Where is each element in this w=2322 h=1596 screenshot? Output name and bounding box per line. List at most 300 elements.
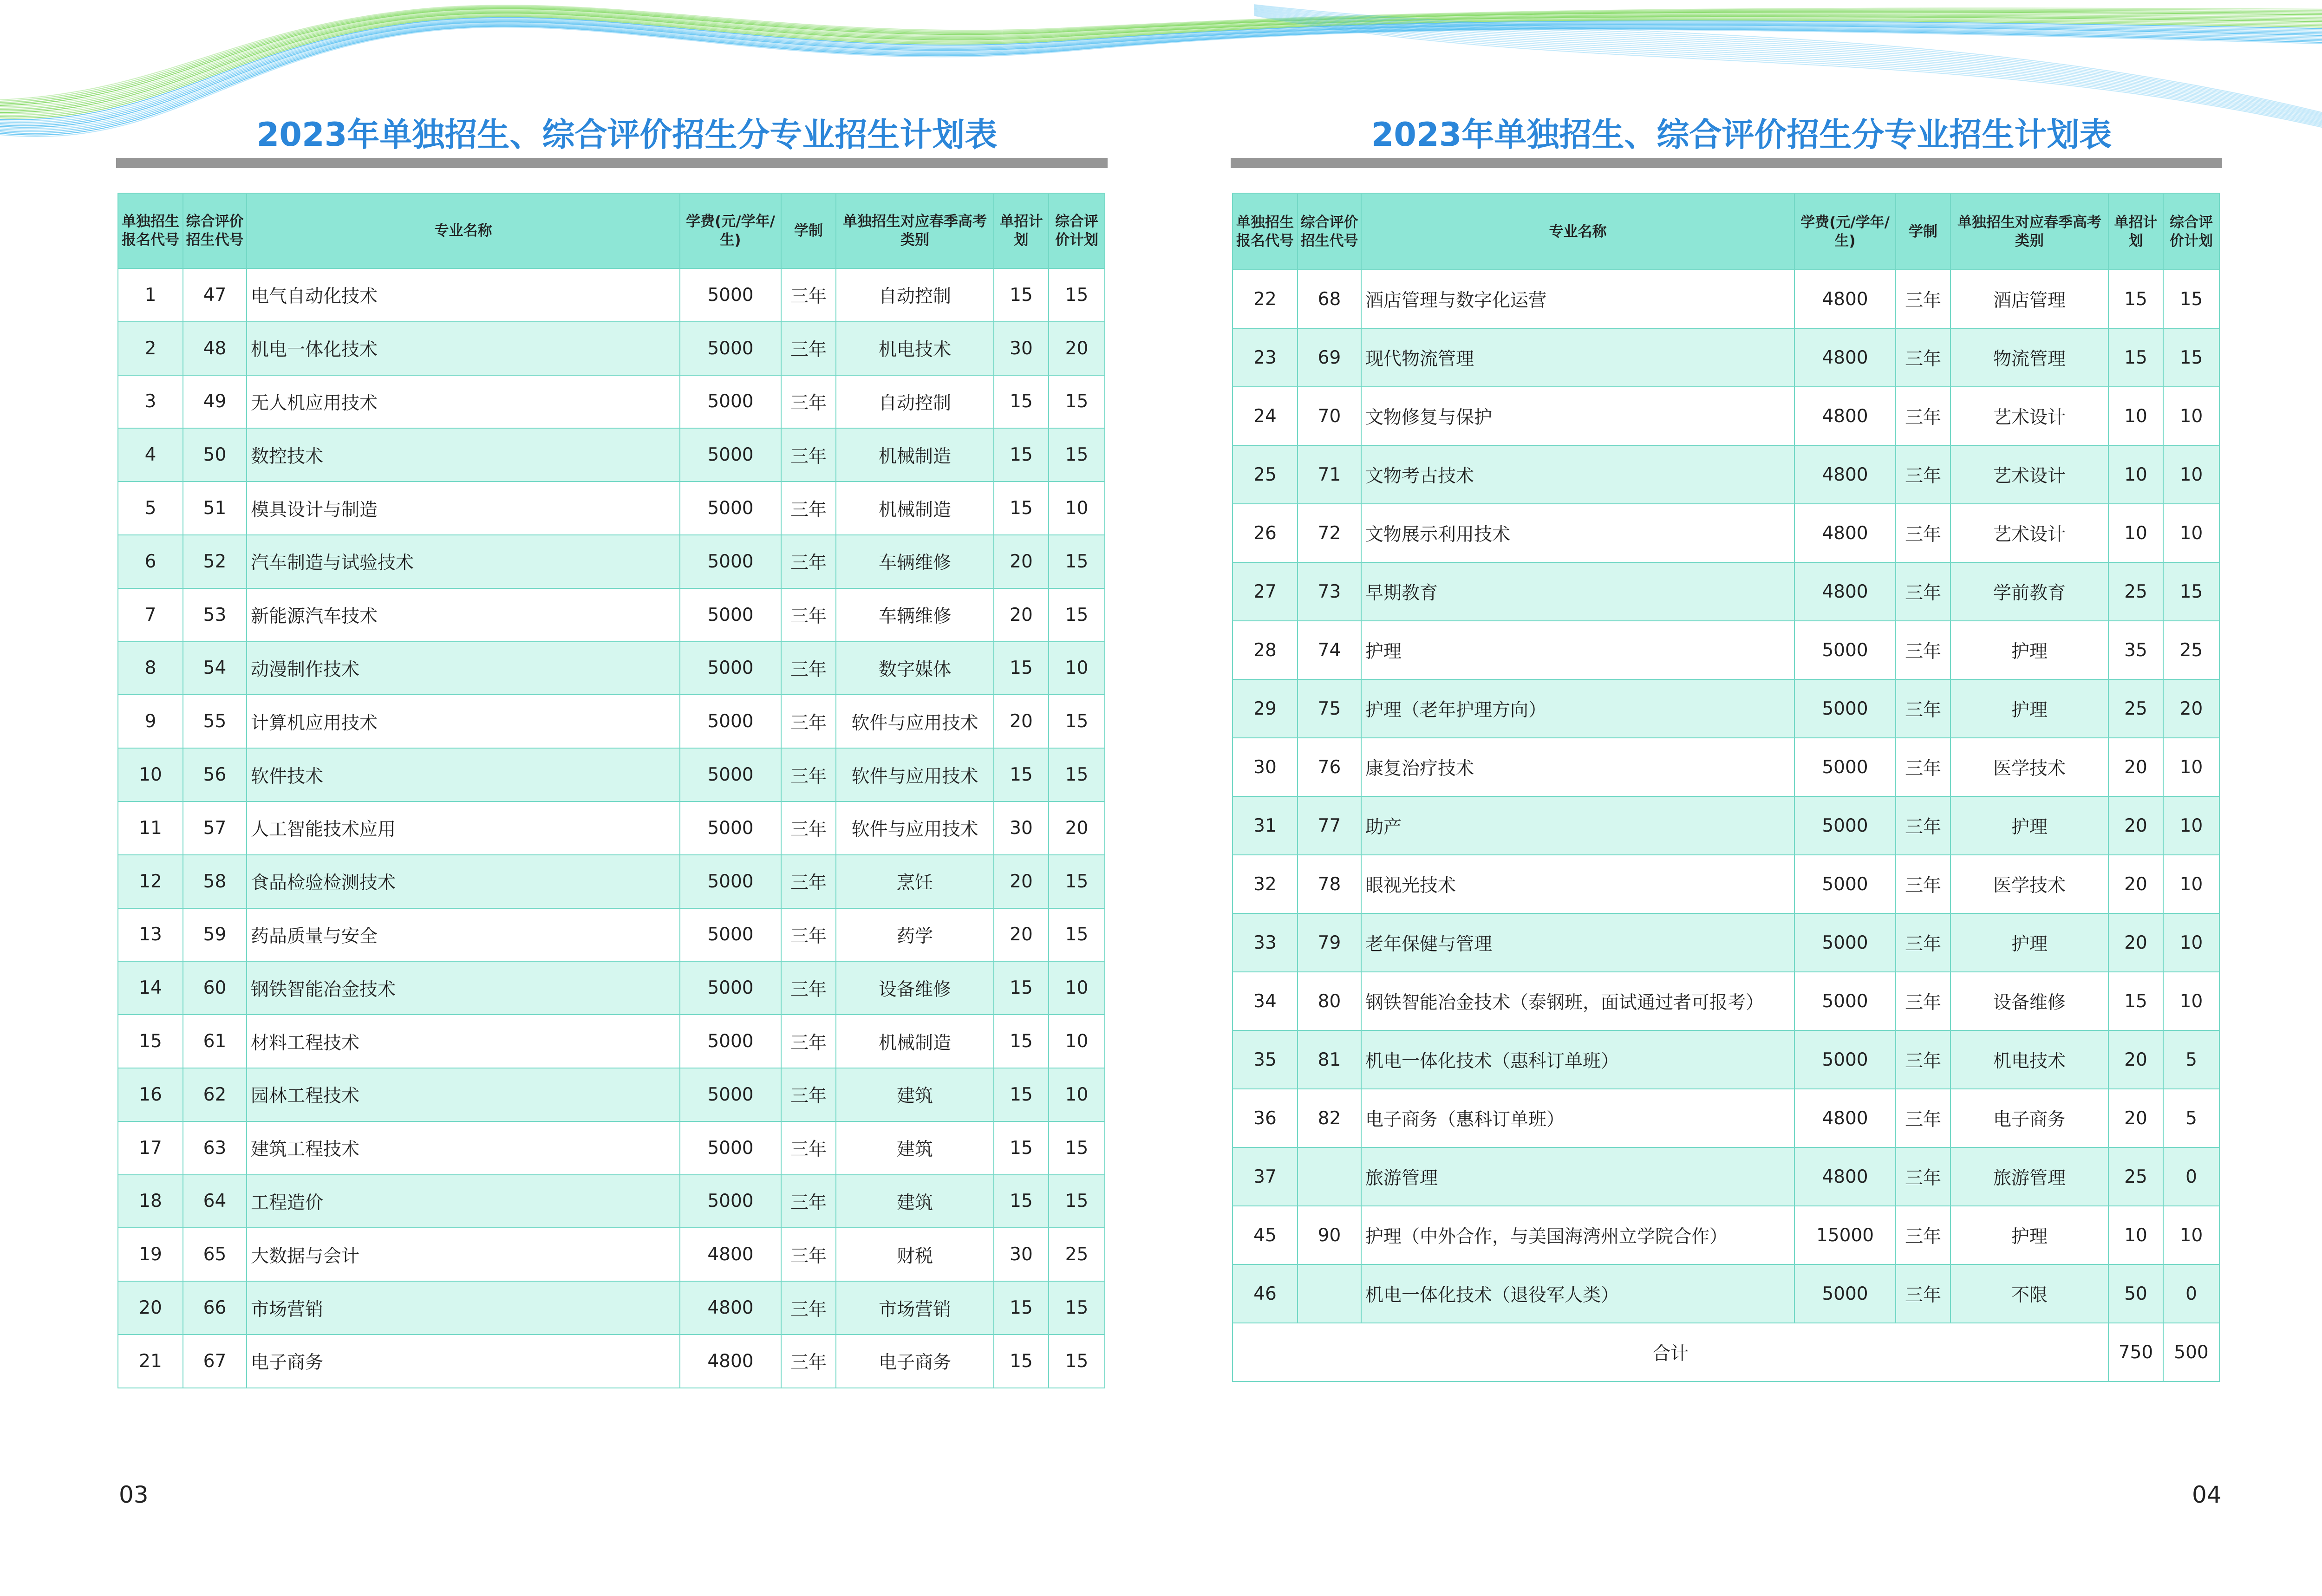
table-row — [118, 1015, 1105, 1068]
exam-category-cell: 机械制造 — [836, 482, 994, 535]
header-single-code: 单独招生报名代号 — [1233, 193, 1298, 270]
duration-cell: 三年 — [1896, 1030, 1950, 1089]
comprehensive-plan-cell: 15 — [2163, 328, 2219, 387]
single-plan-cell: 15 — [994, 482, 1049, 535]
major-name-cell: 机电一体化技术 — [247, 322, 680, 375]
comprehensive-plan-cell: 5 — [2163, 1089, 2219, 1147]
comprehensive-code-cell — [1298, 1147, 1361, 1206]
comprehensive-code-cell: 65 — [183, 1228, 247, 1281]
header-single-plan: 单招计划 — [2108, 193, 2163, 270]
table-row — [1233, 445, 2219, 504]
page-title: 2023年单独招生、综合评价招生分专业招生计划表 — [1371, 116, 2112, 154]
comprehensive-plan-cell: 15 — [1049, 1175, 1105, 1228]
single-plan-cell: 20 — [994, 908, 1049, 962]
comprehensive-plan-cell: 15 — [2163, 562, 2219, 621]
table-row — [118, 482, 1105, 535]
comprehensive-plan-cell: 0 — [2163, 1264, 2219, 1323]
duration-cell: 三年 — [781, 322, 836, 375]
comprehensive-plan-cell: 10 — [2163, 387, 2219, 445]
comprehensive-code-cell: 70 — [1298, 387, 1361, 445]
single-code-cell: 24 — [1233, 387, 1298, 445]
single-plan-cell: 20 — [2108, 1030, 2163, 1089]
header-comprehensive-plan: 综合评价计划 — [2163, 193, 2219, 270]
comprehensive-plan-cell: 15 — [1049, 268, 1105, 322]
table-row — [1233, 1147, 2219, 1206]
major-name-cell: 早期教育 — [1361, 562, 1794, 621]
comprehensive-code-cell: 58 — [183, 855, 247, 908]
single-code-cell: 26 — [1233, 504, 1298, 562]
major-name-cell: 钢铁智能冶金技术 — [247, 961, 680, 1015]
tuition-cell: 5000 — [680, 535, 781, 588]
tuition-cell: 5000 — [680, 268, 781, 322]
comprehensive-code-cell: 49 — [183, 375, 247, 429]
single-plan-cell: 10 — [2108, 1206, 2163, 1264]
comprehensive-code-cell: 50 — [183, 428, 247, 482]
comprehensive-plan-cell: 5 — [2163, 1030, 2219, 1089]
major-name-cell: 文物展示利用技术 — [1361, 504, 1794, 562]
duration-cell: 三年 — [781, 1335, 836, 1388]
major-name-cell: 电气自动化技术 — [247, 268, 680, 322]
duration-cell: 三年 — [1896, 679, 1950, 738]
exam-category-cell: 软件与应用技术 — [836, 695, 994, 748]
table-row — [118, 375, 1105, 429]
table-row — [118, 748, 1105, 801]
comprehensive-code-cell: 66 — [183, 1281, 247, 1335]
tuition-cell: 4800 — [680, 1335, 781, 1388]
comprehensive-plan-cell: 15 — [1049, 855, 1105, 908]
single-plan-cell: 20 — [2108, 913, 2163, 972]
table-row — [118, 1281, 1105, 1335]
table-row — [118, 428, 1105, 482]
major-name-cell: 护理 — [1361, 621, 1794, 679]
comprehensive-plan-cell: 10 — [2163, 855, 2219, 913]
single-code-cell: 6 — [118, 535, 183, 588]
single-code-cell: 33 — [1233, 913, 1298, 972]
single-plan-cell: 15 — [994, 1121, 1049, 1175]
header-tuition: 学费(元/学年/生) — [1794, 193, 1896, 270]
comprehensive-plan-cell: 10 — [2163, 445, 2219, 504]
single-code-cell: 36 — [1233, 1089, 1298, 1147]
exam-category-cell: 自动控制 — [836, 375, 994, 429]
tuition-cell: 5000 — [1794, 1264, 1896, 1323]
comprehensive-code-cell: 74 — [1298, 621, 1361, 679]
header-major-name: 专业名称 — [247, 193, 680, 268]
single-code-cell: 18 — [118, 1175, 183, 1228]
single-code-cell: 17 — [118, 1121, 183, 1175]
header-duration: 学制 — [1896, 193, 1950, 270]
comprehensive-code-cell: 82 — [1298, 1089, 1361, 1147]
major-name-cell: 电子商务（惠科订单班） — [1361, 1089, 1794, 1147]
major-name-cell: 市场营销 — [247, 1281, 680, 1335]
comprehensive-code-cell: 77 — [1298, 796, 1361, 855]
duration-cell: 三年 — [781, 375, 836, 429]
comprehensive-code-cell: 67 — [183, 1335, 247, 1388]
page-number: 04 — [2192, 1481, 2222, 1508]
tuition-cell: 5000 — [680, 1015, 781, 1068]
duration-cell: 三年 — [1896, 328, 1950, 387]
single-code-cell: 5 — [118, 482, 183, 535]
major-name-cell: 食品检验检测技术 — [247, 855, 680, 908]
duration-cell: 三年 — [781, 801, 836, 855]
duration-cell: 三年 — [781, 961, 836, 1015]
page-number: 03 — [119, 1481, 149, 1508]
comprehensive-code-cell: 72 — [1298, 504, 1361, 562]
table-row — [1233, 913, 2219, 972]
exam-category-cell: 市场营销 — [836, 1281, 994, 1335]
single-plan-cell: 15 — [994, 642, 1049, 695]
duration-cell: 三年 — [1896, 913, 1950, 972]
major-name-cell: 助产 — [1361, 796, 1794, 855]
comprehensive-code-cell: 73 — [1298, 562, 1361, 621]
comprehensive-code-cell: 61 — [183, 1015, 247, 1068]
tuition-cell: 5000 — [680, 855, 781, 908]
comprehensive-code-cell: 53 — [183, 588, 247, 642]
single-plan-cell: 15 — [994, 748, 1049, 801]
major-name-cell: 软件技术 — [247, 748, 680, 801]
table-header-row — [118, 193, 1105, 268]
exam-category-cell: 软件与应用技术 — [836, 801, 994, 855]
table-row — [118, 855, 1105, 908]
comprehensive-plan-cell: 10 — [2163, 796, 2219, 855]
single-code-cell: 19 — [118, 1228, 183, 1281]
tuition-cell: 4800 — [1794, 562, 1896, 621]
comprehensive-plan-cell: 25 — [2163, 621, 2219, 679]
duration-cell: 三年 — [781, 482, 836, 535]
enrollment-plan-table — [117, 193, 1105, 1388]
enrollment-plan-table — [1232, 193, 2220, 1382]
exam-category-cell: 建筑 — [836, 1175, 994, 1228]
header-comprehensive-code: 综合评价招生代号 — [1298, 193, 1361, 270]
table-row — [118, 535, 1105, 588]
comprehensive-plan-cell: 15 — [1049, 695, 1105, 748]
tuition-cell: 5000 — [1794, 1030, 1896, 1089]
comprehensive-code-cell: 78 — [1298, 855, 1361, 913]
table-row — [118, 642, 1105, 695]
single-code-cell: 22 — [1233, 270, 1298, 328]
comprehensive-code-cell: 69 — [1298, 328, 1361, 387]
title-underline — [116, 158, 1108, 168]
header-comprehensive-plan: 综合评价计划 — [1049, 193, 1105, 268]
single-plan-cell: 20 — [994, 588, 1049, 642]
table-row — [118, 961, 1105, 1015]
table-row — [1233, 1089, 2219, 1147]
comprehensive-plan-cell: 10 — [2163, 913, 2219, 972]
comprehensive-plan-cell: 10 — [1049, 1068, 1105, 1121]
major-name-cell: 材料工程技术 — [247, 1015, 680, 1068]
tuition-cell: 5000 — [680, 588, 781, 642]
exam-category-cell: 机械制造 — [836, 428, 994, 482]
single-plan-cell: 15 — [994, 1175, 1049, 1228]
single-code-cell: 11 — [118, 801, 183, 855]
single-plan-cell: 15 — [994, 1068, 1049, 1121]
table-row — [1233, 796, 2219, 855]
single-code-cell: 23 — [1233, 328, 1298, 387]
single-code-cell: 45 — [1233, 1206, 1298, 1264]
single-plan-cell: 15 — [994, 1015, 1049, 1068]
major-name-cell: 人工智能技术应用 — [247, 801, 680, 855]
total-comprehensive-plan: 500 — [2163, 1323, 2219, 1381]
tuition-cell: 4800 — [680, 1228, 781, 1281]
table-row — [1233, 328, 2219, 387]
major-name-cell: 老年保健与管理 — [1361, 913, 1794, 972]
tuition-cell: 5000 — [680, 1175, 781, 1228]
comprehensive-plan-cell: 15 — [1049, 588, 1105, 642]
exam-category-cell: 物流管理 — [1950, 328, 2108, 387]
single-code-cell: 29 — [1233, 679, 1298, 738]
table-row — [118, 1121, 1105, 1175]
duration-cell: 三年 — [781, 428, 836, 482]
duration-cell: 三年 — [781, 1068, 836, 1121]
exam-category-cell: 烹饪 — [836, 855, 994, 908]
tuition-cell: 5000 — [1794, 855, 1896, 913]
major-name-cell: 现代物流管理 — [1361, 328, 1794, 387]
major-name-cell: 园林工程技术 — [247, 1068, 680, 1121]
duration-cell: 三年 — [1896, 621, 1950, 679]
major-name-cell: 新能源汽车技术 — [247, 588, 680, 642]
duration-cell: 三年 — [1896, 387, 1950, 445]
single-code-cell: 9 — [118, 695, 183, 748]
exam-category-cell: 财税 — [836, 1228, 994, 1281]
major-name-cell: 机电一体化技术（惠科订单班） — [1361, 1030, 1794, 1089]
exam-category-cell: 艺术设计 — [1950, 445, 2108, 504]
table-row — [118, 1228, 1105, 1281]
comprehensive-plan-cell: 10 — [1049, 1015, 1105, 1068]
comprehensive-plan-cell: 0 — [2163, 1147, 2219, 1206]
single-plan-cell: 15 — [994, 961, 1049, 1015]
exam-category-cell: 机械制造 — [836, 1015, 994, 1068]
comprehensive-code-cell: 80 — [1298, 972, 1361, 1030]
tuition-cell: 15000 — [1794, 1206, 1896, 1264]
comprehensive-plan-cell: 10 — [1049, 482, 1105, 535]
exam-category-cell: 护理 — [1950, 1206, 2108, 1264]
single-plan-cell: 30 — [994, 1228, 1049, 1281]
single-plan-cell: 15 — [2108, 328, 2163, 387]
table-row — [1233, 387, 2219, 445]
tuition-cell: 4800 — [1794, 445, 1896, 504]
major-name-cell: 机电一体化技术（退役军人类） — [1361, 1264, 1794, 1323]
exam-category-cell: 艺术设计 — [1950, 387, 2108, 445]
comprehensive-plan-cell: 20 — [2163, 679, 2219, 738]
duration-cell: 三年 — [781, 535, 836, 588]
single-code-cell: 14 — [118, 961, 183, 1015]
single-plan-cell: 15 — [994, 375, 1049, 429]
comprehensive-code-cell — [1298, 1264, 1361, 1323]
single-code-cell: 13 — [118, 908, 183, 962]
table-row — [1233, 738, 2219, 796]
tuition-cell: 5000 — [680, 322, 781, 375]
table-header-row — [1233, 193, 2219, 270]
single-code-cell: 34 — [1233, 972, 1298, 1030]
duration-cell: 三年 — [781, 1175, 836, 1228]
tuition-cell: 5000 — [1794, 738, 1896, 796]
comprehensive-code-cell: 64 — [183, 1175, 247, 1228]
single-code-cell: 7 — [118, 588, 183, 642]
single-plan-cell: 10 — [2108, 445, 2163, 504]
header-single-code: 单独招生报名代号 — [118, 193, 183, 268]
tuition-cell: 4800 — [1794, 504, 1896, 562]
comprehensive-code-cell: 54 — [183, 642, 247, 695]
duration-cell: 三年 — [781, 855, 836, 908]
exam-category-cell: 护理 — [1950, 913, 2108, 972]
duration-cell: 三年 — [781, 1015, 836, 1068]
single-plan-cell: 50 — [2108, 1264, 2163, 1323]
single-plan-cell: 15 — [2108, 972, 2163, 1030]
comprehensive-code-cell: 75 — [1298, 679, 1361, 738]
single-plan-cell: 20 — [994, 695, 1049, 748]
exam-category-cell: 电子商务 — [836, 1335, 994, 1388]
duration-cell: 三年 — [781, 1228, 836, 1281]
tuition-cell: 5000 — [1794, 796, 1896, 855]
comprehensive-plan-cell: 15 — [2163, 270, 2219, 328]
exam-category-cell: 旅游管理 — [1950, 1147, 2108, 1206]
major-name-cell: 护理（老年护理方向） — [1361, 679, 1794, 738]
table-row — [1233, 621, 2219, 679]
exam-category-cell: 不限 — [1950, 1264, 2108, 1323]
single-plan-cell: 15 — [994, 1335, 1049, 1388]
major-name-cell: 酒店管理与数字化运营 — [1361, 270, 1794, 328]
duration-cell: 三年 — [781, 642, 836, 695]
exam-category-cell: 建筑 — [836, 1121, 994, 1175]
comprehensive-code-cell: 79 — [1298, 913, 1361, 972]
major-name-cell: 模具设计与制造 — [247, 482, 680, 535]
tuition-cell: 5000 — [680, 482, 781, 535]
comprehensive-plan-cell: 10 — [1049, 961, 1105, 1015]
tuition-cell: 4800 — [1794, 387, 1896, 445]
exam-category-cell: 车辆维修 — [836, 535, 994, 588]
header-exam-category: 单独招生对应春季高考类别 — [836, 193, 994, 268]
table-row — [1233, 1264, 2219, 1323]
table-row — [1233, 1206, 2219, 1264]
table-row — [118, 908, 1105, 962]
single-plan-cell: 15 — [994, 1281, 1049, 1335]
comprehensive-code-cell: 59 — [183, 908, 247, 962]
tuition-cell: 5000 — [680, 801, 781, 855]
single-code-cell: 32 — [1233, 855, 1298, 913]
table-row — [118, 268, 1105, 322]
exam-category-cell: 药学 — [836, 908, 994, 962]
single-plan-cell: 20 — [2108, 738, 2163, 796]
single-plan-cell: 15 — [994, 428, 1049, 482]
single-code-cell: 35 — [1233, 1030, 1298, 1089]
comprehensive-plan-cell: 10 — [2163, 972, 2219, 1030]
comprehensive-code-cell: 47 — [183, 268, 247, 322]
single-plan-cell: 20 — [994, 855, 1049, 908]
single-plan-cell: 20 — [2108, 855, 2163, 913]
total-row — [1233, 1323, 2219, 1381]
major-name-cell: 工程造价 — [247, 1175, 680, 1228]
comprehensive-plan-cell: 15 — [1049, 908, 1105, 962]
header-tuition: 学费(元/学年/生) — [680, 193, 781, 268]
tuition-cell: 4800 — [1794, 328, 1896, 387]
comprehensive-plan-cell: 10 — [1049, 642, 1105, 695]
page-title: 2023年单独招生、综合评价招生分专业招生计划表 — [256, 116, 998, 154]
exam-category-cell: 电子商务 — [1950, 1089, 2108, 1147]
duration-cell: 三年 — [1896, 1089, 1950, 1147]
single-plan-cell: 20 — [2108, 1089, 2163, 1147]
total-single-plan: 750 — [2108, 1323, 2163, 1381]
single-plan-cell: 30 — [994, 322, 1049, 375]
tuition-cell: 5000 — [680, 908, 781, 962]
comprehensive-plan-cell: 15 — [1049, 428, 1105, 482]
comprehensive-plan-cell: 15 — [1049, 1281, 1105, 1335]
comprehensive-code-cell: 71 — [1298, 445, 1361, 504]
duration-cell: 三年 — [1896, 738, 1950, 796]
single-code-cell: 31 — [1233, 796, 1298, 855]
comprehensive-code-cell: 76 — [1298, 738, 1361, 796]
single-code-cell: 1 — [118, 268, 183, 322]
duration-cell: 三年 — [1896, 270, 1950, 328]
duration-cell: 三年 — [781, 588, 836, 642]
comprehensive-code-cell: 48 — [183, 322, 247, 375]
single-code-cell: 2 — [118, 322, 183, 375]
table-row — [118, 695, 1105, 748]
single-code-cell: 16 — [118, 1068, 183, 1121]
tuition-cell: 5000 — [680, 748, 781, 801]
tuition-cell: 5000 — [680, 961, 781, 1015]
major-name-cell: 动漫制作技术 — [247, 642, 680, 695]
table-row — [118, 588, 1105, 642]
comprehensive-code-cell: 52 — [183, 535, 247, 588]
header-single-plan: 单招计划 — [994, 193, 1049, 268]
exam-category-cell: 学前教育 — [1950, 562, 2108, 621]
header-major-name: 专业名称 — [1361, 193, 1794, 270]
single-code-cell: 3 — [118, 375, 183, 429]
duration-cell: 三年 — [1896, 445, 1950, 504]
major-name-cell: 建筑工程技术 — [247, 1121, 680, 1175]
exam-category-cell: 设备维修 — [1950, 972, 2108, 1030]
single-code-cell: 25 — [1233, 445, 1298, 504]
single-plan-cell: 10 — [2108, 504, 2163, 562]
duration-cell: 三年 — [1896, 1206, 1950, 1264]
duration-cell: 三年 — [1896, 796, 1950, 855]
total-label: 合计 — [1233, 1323, 2108, 1381]
exam-category-cell: 建筑 — [836, 1068, 994, 1121]
comprehensive-plan-cell: 10 — [2163, 1206, 2219, 1264]
comprehensive-plan-cell: 15 — [1049, 1121, 1105, 1175]
single-code-cell: 4 — [118, 428, 183, 482]
comprehensive-plan-cell: 15 — [1049, 748, 1105, 801]
exam-category-cell: 医学技术 — [1950, 855, 2108, 913]
duration-cell: 三年 — [1896, 972, 1950, 1030]
comprehensive-code-cell: 56 — [183, 748, 247, 801]
single-plan-cell: 35 — [2108, 621, 2163, 679]
single-plan-cell: 25 — [2108, 679, 2163, 738]
table-row — [1233, 270, 2219, 328]
major-name-cell: 无人机应用技术 — [247, 375, 680, 429]
single-plan-cell: 10 — [2108, 387, 2163, 445]
comprehensive-code-cell: 90 — [1298, 1206, 1361, 1264]
table-row — [1233, 504, 2219, 562]
tuition-cell: 5000 — [680, 1068, 781, 1121]
major-name-cell: 文物修复与保护 — [1361, 387, 1794, 445]
exam-category-cell: 艺术设计 — [1950, 504, 2108, 562]
duration-cell: 三年 — [1896, 562, 1950, 621]
single-code-cell: 37 — [1233, 1147, 1298, 1206]
single-code-cell: 46 — [1233, 1264, 1298, 1323]
exam-category-cell: 设备维修 — [836, 961, 994, 1015]
exam-category-cell: 护理 — [1950, 679, 2108, 738]
comprehensive-code-cell: 81 — [1298, 1030, 1361, 1089]
comprehensive-code-cell: 51 — [183, 482, 247, 535]
single-plan-cell: 15 — [994, 268, 1049, 322]
tuition-cell: 5000 — [680, 642, 781, 695]
comprehensive-code-cell: 68 — [1298, 270, 1361, 328]
tuition-cell: 5000 — [1794, 679, 1896, 738]
duration-cell: 三年 — [781, 1281, 836, 1335]
major-name-cell: 旅游管理 — [1361, 1147, 1794, 1206]
table-row — [1233, 972, 2219, 1030]
duration-cell: 三年 — [1896, 504, 1950, 562]
